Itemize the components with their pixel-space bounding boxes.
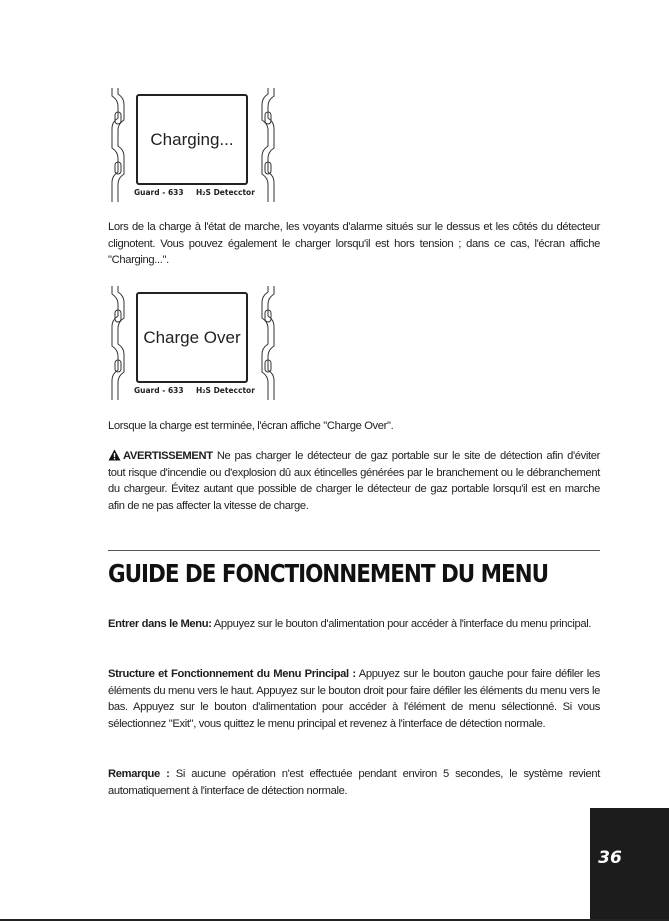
screen-text: Charge Over [143,327,241,347]
device-screen [136,94,248,185]
device-illustration-charging [108,88,278,204]
device-screen [136,292,248,383]
section-title: GUIDE DE FONCTIONNEMENT DU MENU [108,559,549,588]
remark-paragraph [108,766,600,799]
menu-entry-label: Entrer dans le Menu: [108,618,212,630]
device-model-label: Guard - 633 [134,188,184,197]
remark-text: Si aucune opération n'est effectuée pendant environ 5 secondes, le système revient automatiquement à l'interface de détection normale. [108,768,600,797]
section-divider [108,550,600,551]
menu-entry-paragraph [108,616,600,633]
screen-text: Charging... [150,129,234,149]
device-illustration-charge-over [108,286,278,402]
menu-entry-text: Appuyez sur le bouton d'alimentation pour accéder à l'interface du menu principal. [211,618,592,630]
warning-icon [108,449,121,461]
menu-structure-label: Structure et Fonctionnement du Menu Principal : [108,668,356,680]
warning-paragraph [108,448,600,514]
warning-text: Ne pas charger le détecteur de gaz portable sur le site de détection afin d'éviter tout risque d'incendie ou d'explosion dû aux étincelles générées par le branchement ou le débranchement du chargeur. Évitez autant que possible de charger le détecteur de gaz portable lorsqu'il est en marche afin de ne pas affecter la vitesse de charge. [108,450,600,512]
page-number-tab [590,808,669,921]
paragraph-charging: Lors de la charge à l'état de marche, les voyants d'alarme situés sur le dessus et les côtés du détecteur clignotent. Vous pouvez également le charger lorsqu'il est hors tension ; dans ce cas, l'écran affiche "Charging...". [108,221,600,266]
device-type-label: H₂S Detecctor [196,386,255,395]
device-type-label: H₂S Detecctor [196,188,255,197]
warning-label: AVERTISSEMENT [123,450,213,462]
remark-label: Remarque : [108,768,170,780]
paragraph-charge-over: Lorsque la charge est terminée, l'écran affiche "Charge Over". [108,420,394,432]
menu-structure-paragraph [108,666,600,732]
device-model-label: Guard - 633 [134,386,184,395]
menu-structure-text: Appuyez sur le bouton gauche pour faire défiler les éléments du menu vers le haut. Appuyez sur le bouton droit pour faire défiler les éléments du menu vers le bas. Appuyez sur le bouton d'alimentation pour accéder à l'élément de menu sélectionné. Si vous sélectionnez "Exit", vous quittez le menu principal et revenez à l'interface de détection normale. [108,668,600,730]
page-number: 36 [598,848,622,868]
